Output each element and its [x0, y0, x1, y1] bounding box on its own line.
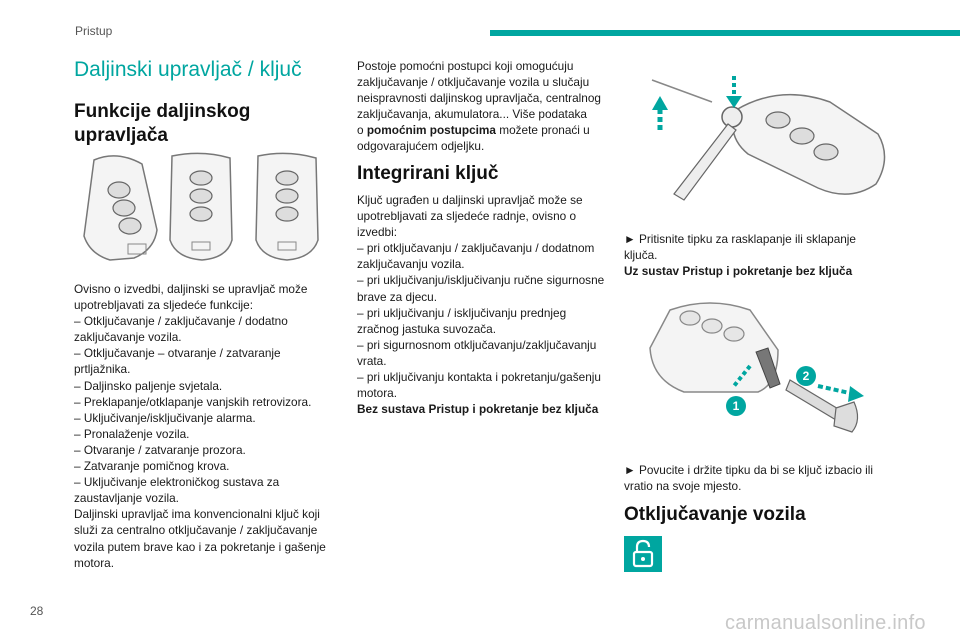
subheading-without-keyless: Bez sustava Pristup i pokretanje bez ključa	[357, 402, 599, 417]
list-item: – Otključavanje / zaključavanje / dodatno	[74, 314, 288, 329]
section-heading-unlocking: Otključavanje vozila	[624, 504, 806, 525]
text-line: zaključavanje / otključavanje vozila u slučaju	[357, 75, 590, 90]
text-line: motora.	[357, 386, 397, 401]
list-item: – Uključivanje/isključivanje alarma.	[74, 410, 256, 425]
text-line: motora.	[74, 555, 114, 570]
watermark: carmanualsonline.info	[725, 612, 926, 634]
text-line: vozila putem brave kao i za pokretanje i gašenje	[74, 539, 326, 554]
unlock-icon	[624, 536, 662, 572]
text-line: Daljinski upravljač ima konvencionalni ključ koji	[74, 507, 320, 522]
integrated-key-text	[357, 192, 612, 417]
text-line: služi za centralno otključavanje / zaključavanje	[74, 523, 318, 538]
list-item: – pri uključivanju kontakta i pokretanju/gašenju	[357, 370, 601, 385]
remote-variants-illustration	[72, 150, 342, 266]
list-item: – pri uključivanju / isključivanju prednjeg	[357, 305, 567, 320]
heading-line: upravljača	[74, 125, 168, 146]
list-item: – Preklapanje/otklapanje vanjskih retrovizora.	[74, 394, 312, 409]
fold-key-text	[624, 231, 914, 279]
list-item: – Zatvaranje pomičnog krova.	[74, 459, 230, 474]
instruction-line: ► Povucite i držite tipku da bi se ključ izbacio ili	[624, 463, 874, 477]
section-heading-remote-functions	[74, 100, 314, 148]
text-line: upotrebljavati za sljedeće radnje, ovisno o	[357, 209, 577, 224]
text-fragment: možete pronaći u	[495, 123, 590, 138]
list-item: – pri otključavanju / zaključavanju / dodatnom	[357, 241, 595, 256]
text-line: izvedbi:	[357, 225, 397, 240]
list-item: – Daljinsko paljenje svjetala.	[74, 378, 223, 393]
text-line: odgovarajućem odjeljku.	[357, 139, 485, 154]
text-line	[357, 122, 612, 138]
heading-line: Funkcije daljinskog	[74, 101, 251, 122]
pull-key-text	[624, 462, 914, 494]
text-line: Ključ ugrađen u daljinski upravljač može se	[357, 193, 583, 207]
list-item: – Uključivanje elektroničkog sustava za	[74, 475, 280, 490]
step-label: 1	[732, 399, 740, 413]
list-item: – Pronalaženje vozila.	[74, 426, 190, 441]
text-line: neispravnosti daljinskog upravljača, centralnog	[357, 91, 601, 106]
text-line: upotrebljavati za sljedeće funkcije:	[74, 298, 254, 313]
text-line: zaključavanju vozila.	[357, 257, 465, 272]
header-rule	[490, 30, 960, 36]
text-line: zaustavljanje vozila.	[74, 491, 179, 506]
backup-procedures-text	[357, 58, 612, 155]
subheading-with-keyless: Uz sustav Pristup i pokretanje bez ključa	[624, 264, 853, 279]
text-fragment: o	[357, 123, 367, 138]
key-pull-illustration	[640, 288, 890, 448]
text-line: zračnog jastuka suvozača.	[357, 321, 497, 336]
section-label: Pristup	[75, 24, 113, 38]
list-item: – Otvaranje / zatvaranje prozora.	[74, 442, 246, 457]
text-line: prtljažnika.	[74, 362, 131, 377]
instruction-line: ključa.	[624, 248, 658, 263]
page-number: 28	[30, 604, 44, 618]
section-heading-integrated-key: Integrirani ključ	[357, 163, 499, 184]
text-line: zaključavanje vozila.	[74, 330, 182, 345]
text-line: Postoje pomoćni postupci koji omogućuju	[357, 59, 574, 73]
text-line: zaključavanja, akumulatora... Više podataka	[357, 107, 587, 122]
remote-functions-text	[74, 281, 342, 571]
instruction-line: vratio na svoje mjesto.	[624, 479, 742, 494]
step-label: 2	[802, 369, 810, 383]
chapter-title: Daljinski upravljač / ključ	[74, 58, 302, 81]
cross-reference: pomoćnim postupcima	[366, 123, 496, 138]
text-line: Ovisno o izvedbi, daljinski se upravljač može	[74, 282, 308, 296]
text-line: brave za djecu.	[357, 289, 438, 304]
list-item: – Otključavanje – otvaranje / zatvaranje	[74, 346, 281, 361]
list-item: – pri sigurnosnom otključavanju/zaključavanju	[357, 337, 597, 352]
text-line: vrata.	[357, 353, 387, 368]
list-item: – pri uključivanju/isključivanju ručne sigurnosne	[357, 273, 605, 288]
key-fold-illustration	[640, 62, 890, 212]
instruction-line: ► Pritisnite tipku za rasklapanje ili sklapanje	[624, 232, 856, 246]
